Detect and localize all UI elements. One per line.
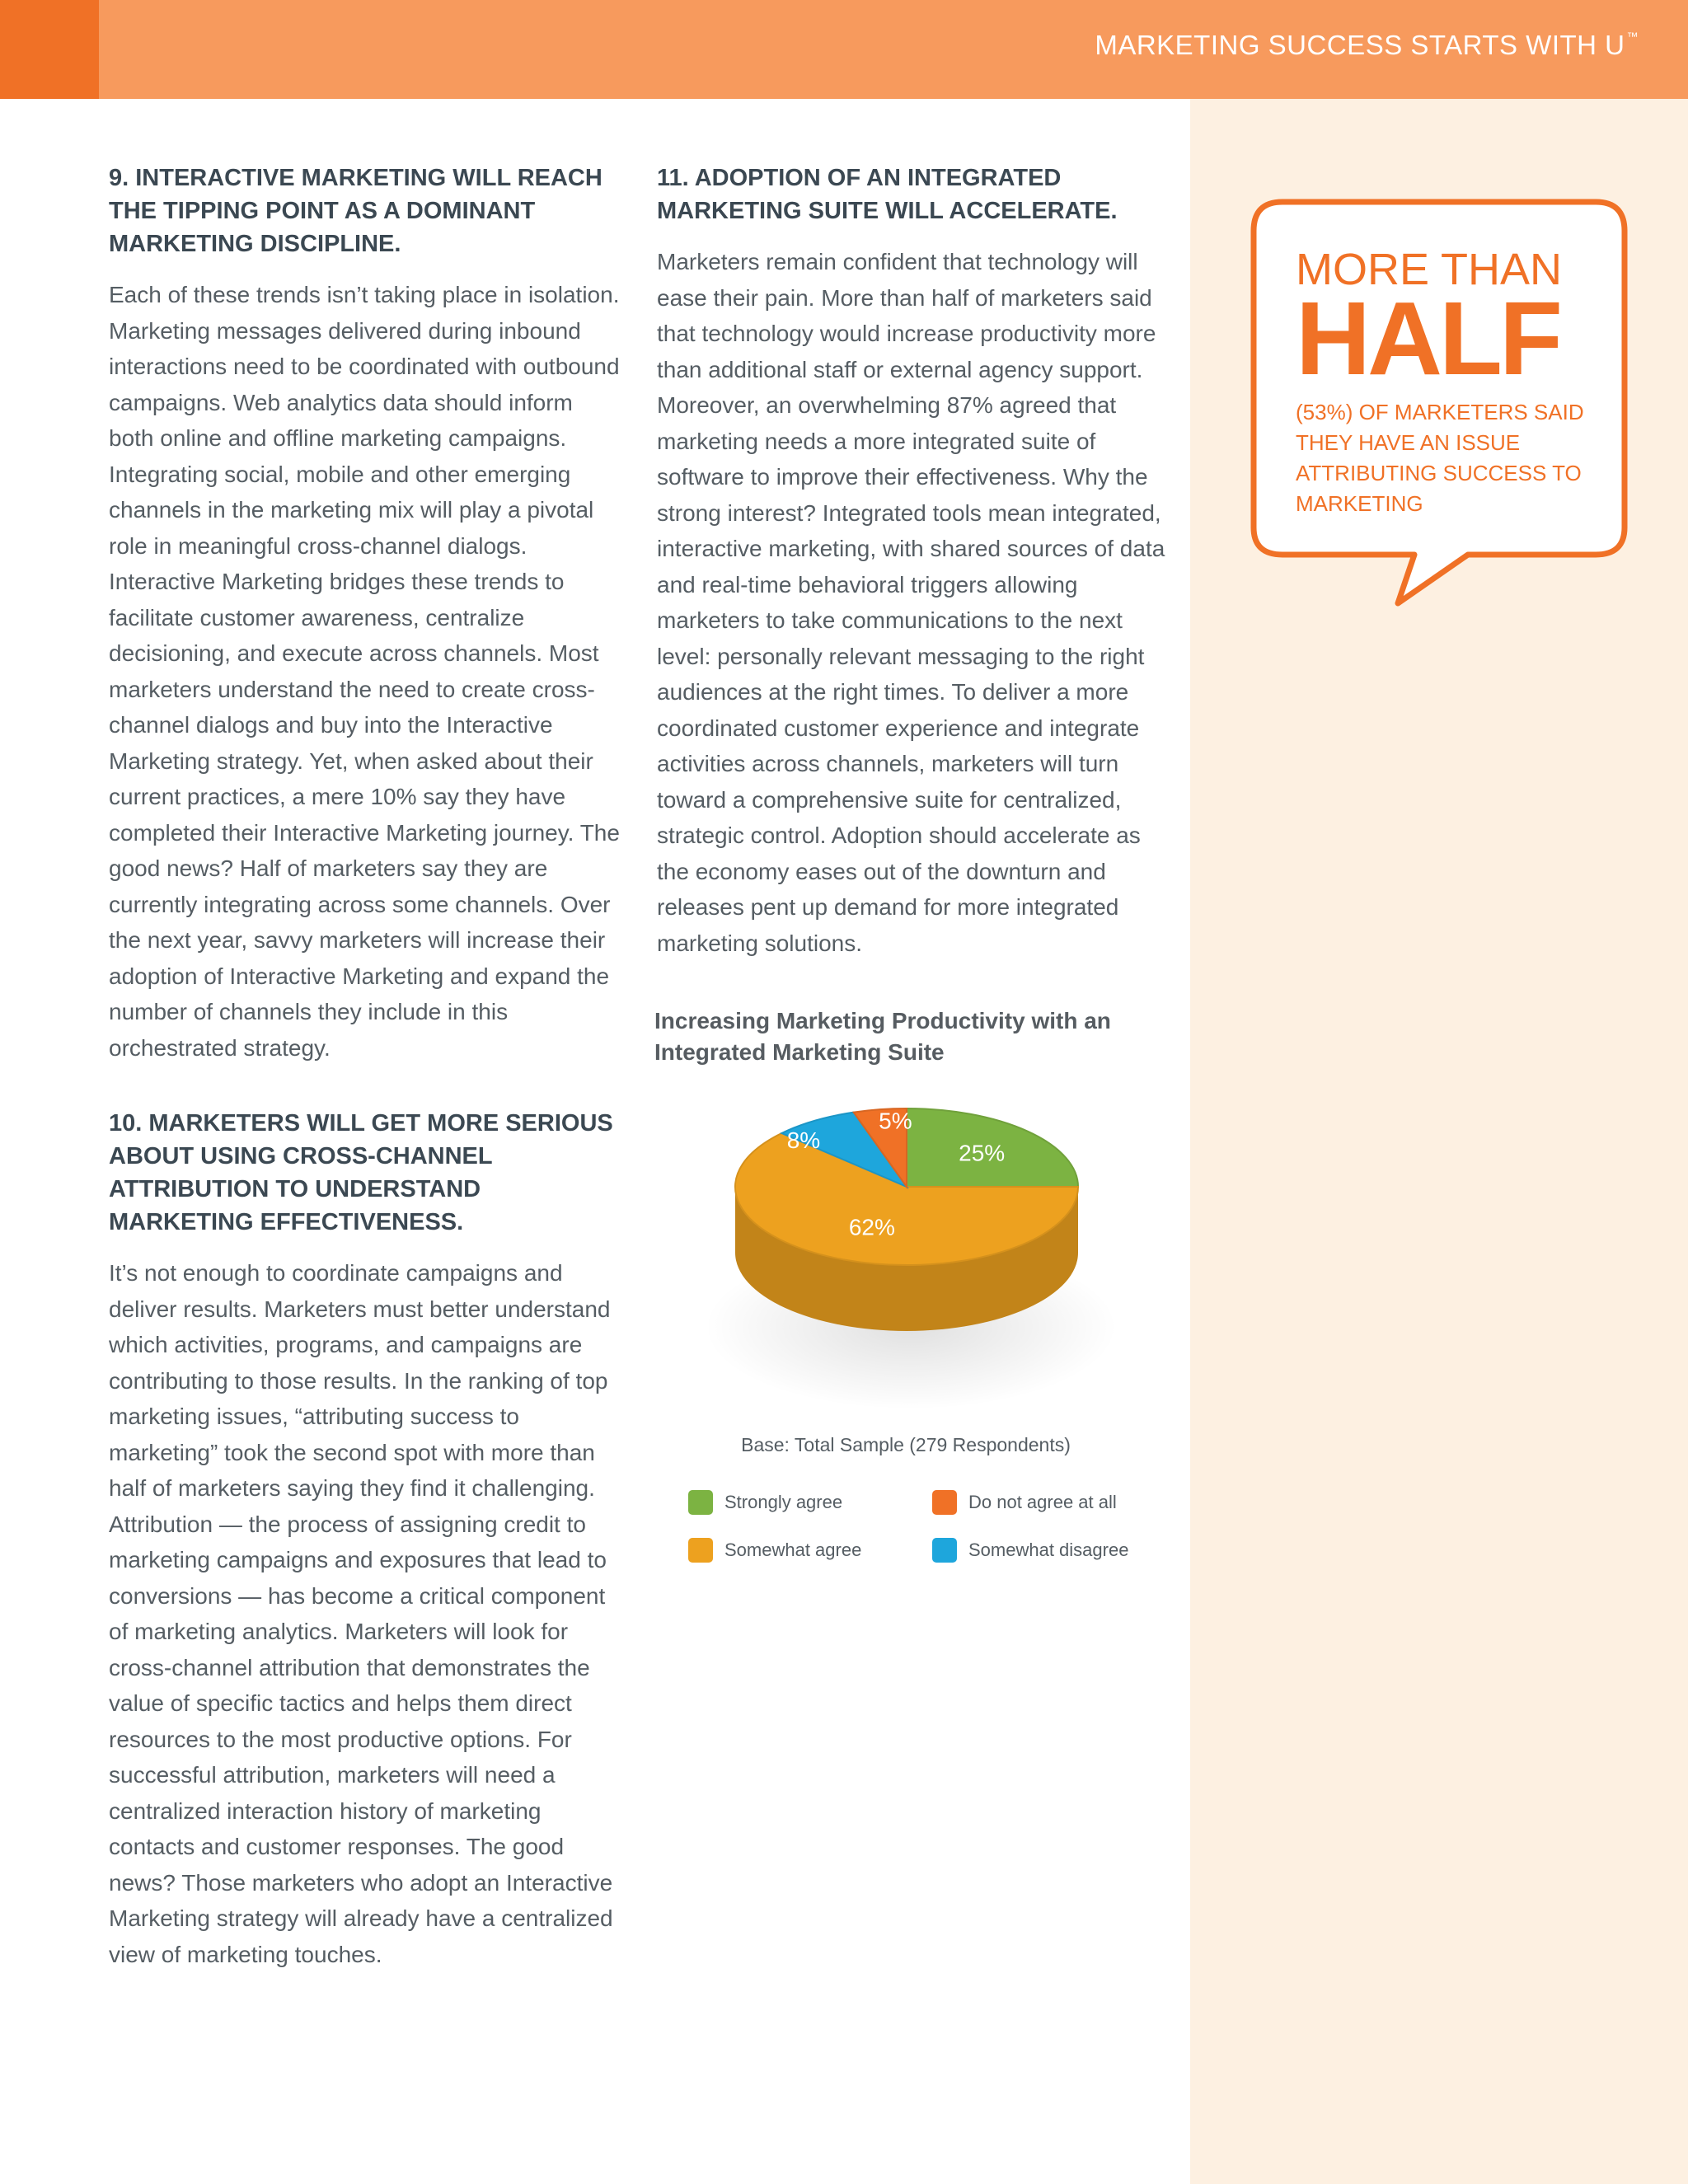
legend-swatch-somewhat-disagree <box>932 1538 957 1563</box>
chart-base-note: Base: Total Sample (279 Respondents) <box>741 1434 1071 1455</box>
section-11-body: Marketers remain confident that technology will ease their pain. More than half of marketers said that technology would increase productivity more than additional staff or external agency support. Moreover, an overwhelming 87% agreed that marketing needs a more integrated suite of software to improve their effectiveness. Why the strong interest? Integrated tools mean integrated, interactive marketing, with shared sources of data and real-time behavioral triggers allowing marketers to take communications to the next level: personally relevant messaging to the right audiences at the right times. To deliver a more coordinated customer experience and integrate activities across channels, marketers will turn toward a comprehensive suite for centralized, strategic control. Adoption should accelerate as the economy eases out of the downturn and releases pent up demand for more integrated marketing solutions. <box>657 249 1165 956</box>
legend-label-somewhat-disagree: Somewhat disagree <box>968 1540 1129 1560</box>
trademark-symbol: ™ <box>1626 30 1639 43</box>
legend-swatch-strongly-agree <box>688 1490 713 1515</box>
pie-label-strongly-agree: 25% <box>959 1140 1006 1166</box>
legend-label-somewhat-agree: Somewhat agree <box>724 1540 862 1560</box>
pie-label-somewhat-agree: 62% <box>848 1214 895 1240</box>
callout-line-1: MORE THAN <box>1296 245 1563 294</box>
legend-label-do-not-agree: Do not agree at all <box>968 1492 1117 1512</box>
legend-swatch-somewhat-agree <box>688 1538 713 1563</box>
legend-swatch-do-not-agree <box>932 1490 957 1515</box>
pie-label-somewhat-disagree: 8% <box>786 1127 821 1153</box>
section-10-body: It’s not enough to coordinate campaigns and deliver results. Marketers must better understand which activities, programs, and campaigns are contributing to those results. In the ranking of top marketing issues, “attributing success to marketing” took the second spot with more than half of marketers saying they find it challenging. Attribution — the process of assigning credit to marketing campaigns and exposures that lead to conversions — has become a critical component of marketing analytics. Marketers will look for cross-channel attribution that demonstrates the value of specific tactics and helps them direct resources to the most productive options. For successful attribution, marketers will need a centralized interaction history of marketing contacts and customer responses. The good news? Those marketers who adopt an Interactive Marketing strategy will already have a centralized view of marketing touches. <box>109 1260 613 1967</box>
callout-subtext: (53%) OF MARKETERS SAID THEY HAVE AN ISSUE ATTRIBUTING SUCCESS TO MARKETING <box>1296 400 1584 516</box>
legend-label-strongly-agree: Strongly agree <box>724 1492 843 1512</box>
header-banner <box>0 0 1688 99</box>
header-title-text: MARKETING SUCCESS STARTS WITH U <box>1095 30 1625 60</box>
chart-title: Increasing Marketing Productivity with an Integrated Marketing Suite <box>654 1008 1111 1065</box>
legend-item-somewhat-agree <box>688 1538 861 1563</box>
header-accent-tab <box>0 0 99 99</box>
legend-item-do-not-agree <box>932 1490 1117 1515</box>
left-column <box>109 162 620 1972</box>
section-10-heading: 10. MARKETERS WILL GET MORE SERIOUS ABOUT USING CROSS-CHANNEL ATTRIBUTION TO UNDERSTAND MARKETING EFFECTIVENESS. <box>109 1110 613 1235</box>
legend-item-somewhat-disagree <box>932 1538 1128 1563</box>
section-9-heading: 9. INTERACTIVE MARKETING WILL REACH THE TIPPING POINT AS A DOMINANT MARKETING DISCIPLINE. <box>109 165 603 257</box>
pie-label-do-not-agree: 5% <box>879 1108 912 1134</box>
middle-column <box>657 162 1176 961</box>
legend-item-strongly-agree <box>688 1490 842 1515</box>
callout-line-2: HALF <box>1296 280 1559 396</box>
section-9-body: Each of these trends isn’t taking place in isolation. Marketing messages delivered during inbound interactions need to be coordinated with outbound campaigns. Web analytics data should inform both online and offline marketing campaigns. Integrating social, mobile and other emerging channels in the marketing mix will play a pivotal role in meaningful cross-channel dialogs. Interactive Marketing bridges these trends to facilitate customer awareness, centralize decisioning, and execute across channels. Most marketers understand the need to create cross-channel dialogs and buy into the Interactive Marketing strategy. Yet, when asked about their current practices, a mere 10% say they have completed their Interactive Marketing journey. The good news? Half of marketers say they are currently integrating across some channels. Over the next year, savvy marketers will increase their adoption of Interactive Marketing and expand the number of channels they include in this orchestrated strategy. <box>109 282 620 1061</box>
pie-chart <box>709 1080 1121 1418</box>
section-11-heading: 11. ADOPTION OF AN INTEGRATED MARKETING SUITE WILL ACCELERATE. <box>657 165 1118 224</box>
header-title <box>1095 30 1639 61</box>
